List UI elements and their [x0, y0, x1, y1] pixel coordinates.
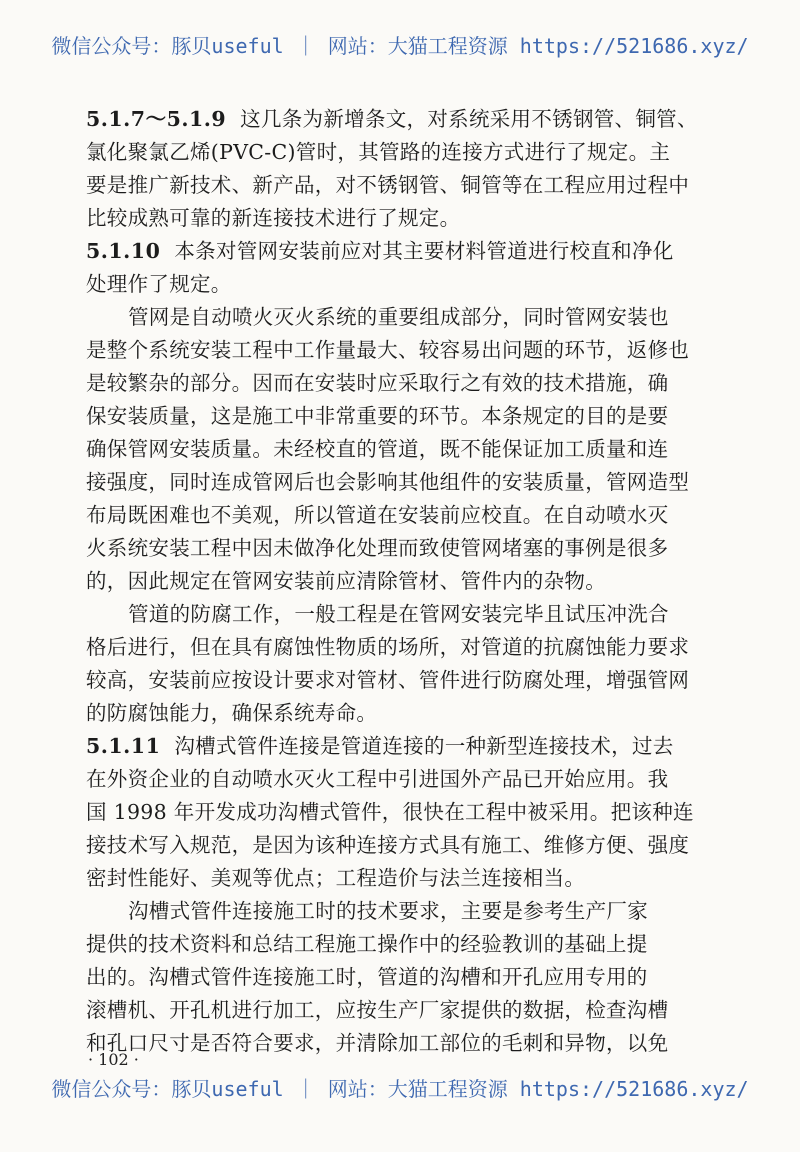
- watermark-bottom: 微信公众号：豚贝useful ｜ 网站：大猫工程资源 https://521686.xyz/: [51, 1077, 749, 1101]
- clause-5-1-10-line-2: 处理作了规定。: [86, 272, 232, 296]
- paragraph-line: 保安装质量，这是施工中非常重要的环节。本条规定的目的是要: [86, 404, 669, 428]
- clause-5-1-7-line-4: 比较成熟可靠的新连接技术进行了规定。: [86, 206, 461, 230]
- watermark-top: 微信公众号：豚贝useful ｜ 网站：大猫工程资源 https://521686.xyz/: [51, 34, 749, 58]
- clause-number-5-1-7: 5.1.7～5.1.9: [86, 107, 227, 131]
- paragraph-line: 接强度，同时连成管网后也会影响其他组件的安装质量，管网造型: [86, 470, 690, 494]
- paragraph-line: 格后进行，但在具有腐蚀性物质的场所，对管道的抗腐蚀能力要求: [86, 635, 690, 659]
- paragraph-line: 的，因此规定在管网安装前应清除管材、管件内的杂物。: [86, 569, 606, 593]
- paragraph-line: 沟槽式管件连接施工时的技术要求，主要是参考生产厂家: [128, 899, 648, 923]
- paragraph-line: 的防腐蚀能力，确保系统寿命。: [86, 701, 378, 725]
- clause-5-1-7-line-1: 5.1.7～5.1.9 这几条为新增条文，对系统采用不锈钢管、铜管、: [86, 107, 698, 131]
- clause-5-1-7-line-2: 氯化聚氯乙烯(PVC-C)管时，其管路的连接方式进行了规定。主: [86, 140, 671, 164]
- clause-5-1-11-line-5: 密封性能好、美观等优点；工程造价与法兰连接相当。: [86, 866, 586, 890]
- paragraph-line: 是较繁杂的部分。因而在安装时应采取行之有效的技术措施，确: [86, 371, 669, 395]
- clause-5-1-11-line-4: 接技术写入规范，是因为该种连接方式具有施工、维修方便、强度: [86, 833, 690, 857]
- paragraph-line: 火系统安装工程中因未做净化处理而致使管网堵塞的事例是很多: [86, 536, 669, 560]
- paragraph-line: 是整个系统安装工程中工作量最大、较容易出问题的环节，返修也: [86, 338, 690, 362]
- paragraph-line: 和孔口尺寸是否符合要求，并清除加工部位的毛刺和异物，以免: [86, 1031, 669, 1055]
- paragraph-line: 确保管网安装质量。未经校直的管道，既不能保证加工质量和连: [86, 437, 669, 461]
- paragraph-line: 滚槽机、开孔机进行加工，应按生产厂家提供的数据，检查沟槽: [86, 998, 669, 1022]
- paragraph-line: 提供的技术资料和总结工程施工操作中的经验教训的基础上提: [86, 932, 648, 956]
- clause-number-5-1-11: 5.1.11: [86, 734, 161, 758]
- page-number: · 102 ·: [88, 1050, 139, 1069]
- clause-5-1-11-line-2: 在外资企业的自动喷水灭火工程中引进国外产品已开始应用。我: [86, 767, 669, 791]
- clause-5-1-11-line-3: 国 1998 年开发成功沟槽式管件，很快在工程中被采用。把该种连: [86, 800, 694, 824]
- clause-5-1-7-line-3: 要是推广新技术、新产品，对不锈钢管、铜管等在工程应用过程中: [86, 173, 690, 197]
- paragraph-line: 较高，安装前应按设计要求对管材、管件进行防腐处理，增强管网: [86, 668, 690, 692]
- paragraph-line: 出的。沟槽式管件连接施工时，管道的沟槽和开孔应用专用的: [86, 965, 648, 989]
- paragraph-line: 管网是自动喷火灭火系统的重要组成部分，同时管网安装也: [128, 305, 669, 329]
- paragraph-line: 管道的防腐工作，一般工程是在管网安装完毕且试压冲洗合: [128, 602, 669, 626]
- paragraph-line: 布局既困难也不美观，所以管道在安装前应校直。在自动喷水灭: [86, 503, 669, 527]
- clause-5-1-10-line-1: 5.1.10 本条对管网安装前应对其主要材料管道进行校直和净化: [86, 239, 674, 263]
- clause-5-1-11-line-1: 5.1.11 沟槽式管件连接是管道连接的一种新型连接技术，过去: [86, 734, 674, 758]
- clause-number-5-1-10: 5.1.10: [86, 239, 161, 263]
- page-body: [86, 103, 698, 1060]
